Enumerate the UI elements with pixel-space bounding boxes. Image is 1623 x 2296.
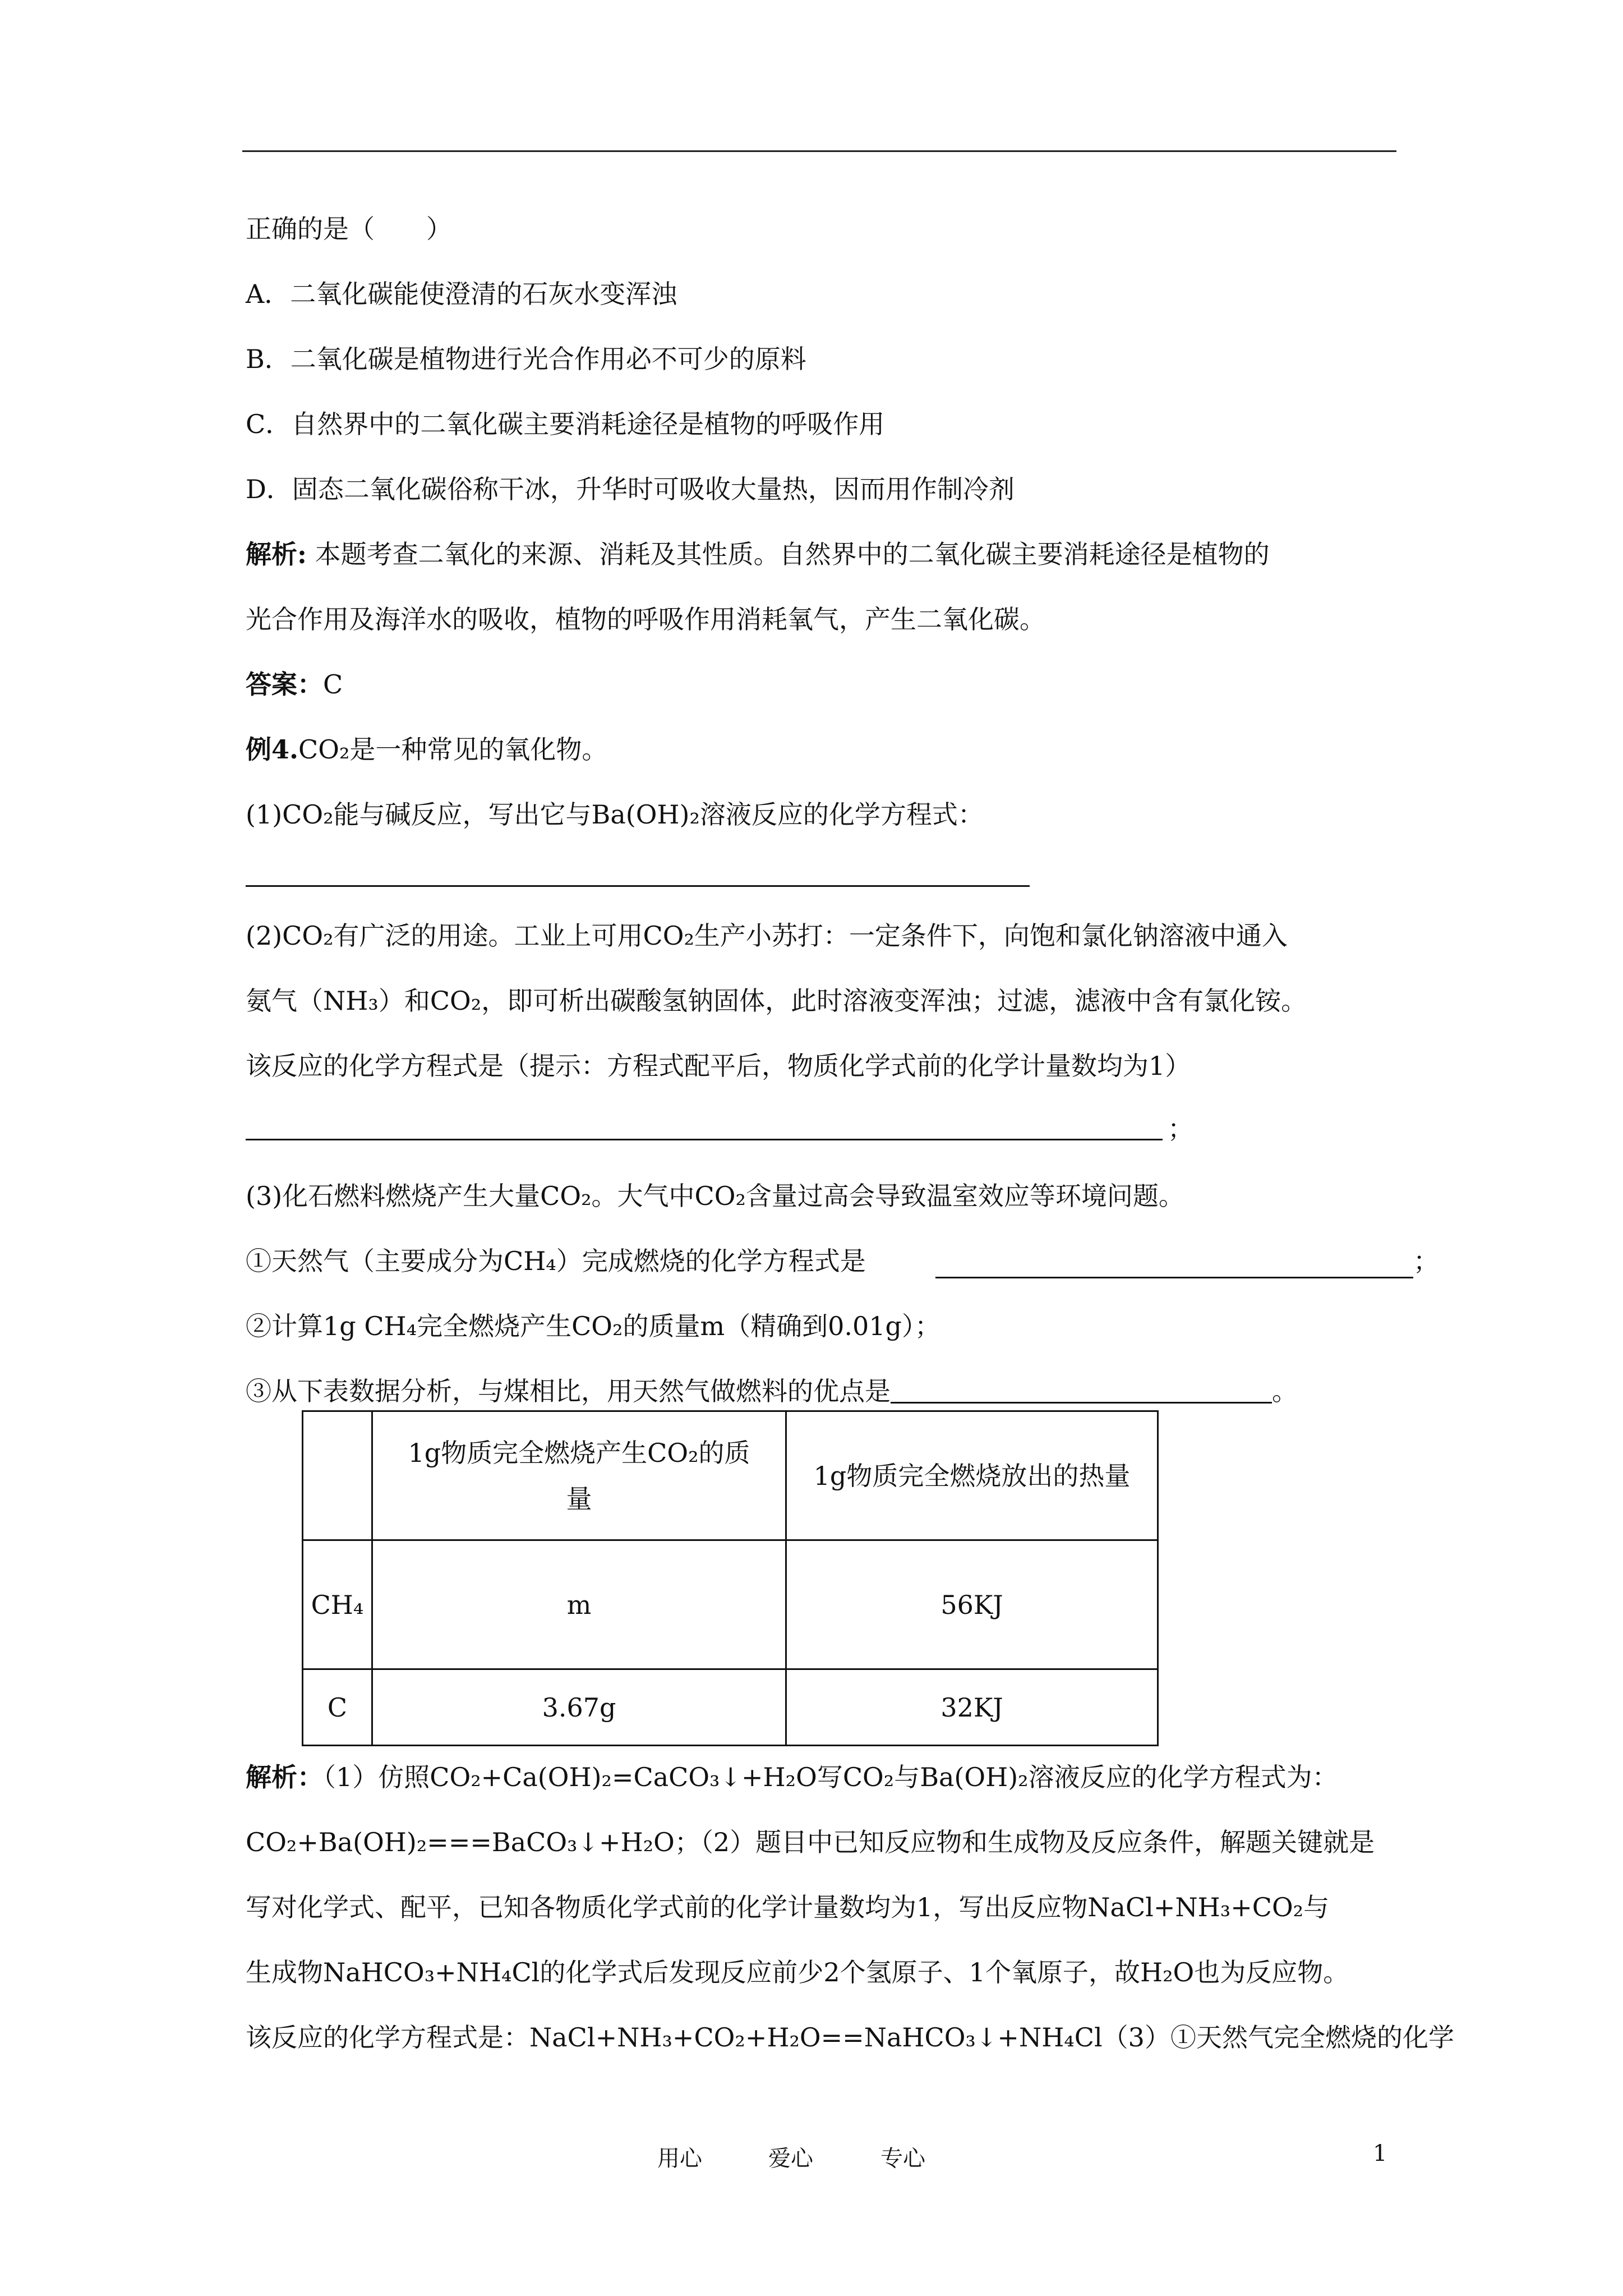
- table-row: [303, 1669, 1158, 1746]
- answer-line: [246, 668, 343, 701]
- formula: NaCl+NH₃+CO₂: [1087, 1892, 1304, 1922]
- example-label: 例4.: [246, 734, 299, 765]
- formula: Ba(OH)₂: [591, 799, 700, 830]
- table-cell: CH₄: [303, 1540, 372, 1669]
- table-cell: 1g物质完全燃烧放出的热量: [786, 1411, 1158, 1540]
- data-table: [302, 1410, 1159, 1746]
- formula: CO₂: [571, 1311, 623, 1341]
- footer-motto-1: 用心: [657, 2146, 702, 2171]
- question-text: ③从下表数据分析，与煤相比，用天然气做燃料的优点是: [246, 1376, 891, 1406]
- footer-motto-2: 爱心: [768, 2146, 813, 2171]
- option-a: A．二氧化碳能使澄清的石灰水变浑浊: [246, 279, 677, 309]
- question-text: 溶液反应的化学方程式：: [699, 799, 984, 830]
- solution-text: 写: [817, 1762, 843, 1792]
- solution-text: 也为反应物。: [1194, 1957, 1349, 1987]
- question-2-line-2: [246, 984, 1307, 1018]
- formula: CO₂: [643, 921, 694, 951]
- solution-text: 与: [1303, 1892, 1330, 1922]
- question-number: (2): [246, 921, 283, 951]
- answer-blank-3[interactable]: [935, 1277, 1413, 1278]
- formula: NH₃: [323, 986, 379, 1016]
- question-text: ①天然气（主要成分为: [246, 1246, 504, 1276]
- question-stem: [246, 212, 452, 246]
- solution-line-5: [246, 2021, 1454, 2054]
- solution-text: （3）①天然气完全燃烧的化学: [1102, 2022, 1454, 2053]
- option-b: B．二氧化碳是植物进行光合作用必不可少的原料: [246, 344, 806, 374]
- page-number: 1: [1373, 2141, 1387, 2166]
- table-cell: 1g物质完全燃烧产生CO₂的质量: [372, 1411, 786, 1540]
- question-text: 氨气（: [246, 986, 323, 1016]
- question-text: 。大气中: [591, 1181, 695, 1211]
- equation: CO₂+Ba(OH)₂===BaCO₃↓+H₂O: [246, 1827, 675, 1857]
- question-3: [246, 1179, 1184, 1213]
- question-text: 能与碱反应，写出它与: [333, 799, 592, 830]
- answer-value: C: [323, 669, 343, 700]
- question-text: ②计算1g: [246, 1311, 356, 1341]
- equation: NaCl+NH₃+CO₂+H₂O==NaHCO₃↓+NH₄Cl: [529, 2022, 1103, 2053]
- question-text: 生产小苏打：一定条件下，向饱和氯化钠溶液中通入: [694, 921, 1288, 951]
- question-3-2: [246, 1309, 940, 1343]
- formula: CO₂: [842, 1762, 895, 1792]
- formula: CO₂: [694, 1181, 746, 1211]
- example-text: 是一种常见的氧化物。: [349, 734, 608, 765]
- semicolon: ；: [1413, 1246, 1439, 1276]
- table-cell: [303, 1411, 372, 1540]
- table-cell: 32KJ: [786, 1669, 1158, 1746]
- analysis-label: 解析:: [246, 539, 307, 569]
- formula: CO₂: [430, 986, 482, 1016]
- question-number: (1): [246, 799, 283, 830]
- question-number: (3): [246, 1181, 283, 1211]
- question-text: 有广泛的用途。工业上可用: [333, 921, 643, 951]
- solution-text: 的化学式后发现反应前少2个氢原子、1个氧原子，故: [540, 1957, 1140, 1987]
- formula: CH₄: [504, 1246, 556, 1276]
- formula: CO₂: [282, 799, 334, 830]
- question-text: 完全燃烧产生: [417, 1311, 572, 1341]
- solution-line-3: [246, 1890, 1329, 1924]
- analysis-line-1: [246, 537, 1270, 571]
- formula: Ba(OH)₂: [920, 1762, 1029, 1792]
- table-cell: 56KJ: [786, 1540, 1158, 1669]
- equation: CO₂+Ca(OH)₂=CaCO₃↓+H₂O: [430, 1762, 817, 1792]
- analysis-text: 本题考查二氧化的来源、消耗及其性质。自然界中的二氧化碳主要消耗途径是植物的: [306, 539, 1270, 569]
- solution-text: 写对化学式、配平，已知各物质化学式前的化学计量数均为1，写出反应物: [246, 1892, 1088, 1922]
- formula: NaHCO₃+NH₄Cl: [323, 1957, 540, 1987]
- solution-text: 生成物: [246, 1957, 323, 1987]
- answer-blank-2[interactable]: [246, 1139, 1163, 1140]
- solution-text: 溶液反应的化学方程式为：: [1028, 1762, 1338, 1792]
- answer-label: 答案：: [246, 669, 323, 700]
- question-1: [246, 798, 984, 831]
- solution-line-4: [246, 1955, 1349, 1989]
- formula: CO₂: [298, 734, 350, 765]
- question-3-1: [246, 1244, 866, 1278]
- question-text: 含量过高会导致温室效应等环境问题。: [745, 1181, 1184, 1211]
- formula: CO₂: [540, 1181, 592, 1211]
- solution-line-2: [246, 1825, 1375, 1859]
- formula: H₂O: [1140, 1957, 1195, 1987]
- option-d: D．固态二氧化碳俗称干冰，升华时可吸收大量热，因而用作制冷剂: [246, 474, 1015, 504]
- table-row: [303, 1540, 1158, 1669]
- answer-blank-1[interactable]: [246, 885, 1030, 887]
- solution-text: 与: [894, 1762, 920, 1792]
- question-text: ）完成燃烧的化学方程式是: [556, 1246, 866, 1276]
- question-2-line-1: [246, 919, 1288, 953]
- table-cell: C: [303, 1669, 372, 1746]
- solution-label: 解析：: [246, 1762, 323, 1792]
- analysis-line-2: 光合作用及海洋水的吸收，植物的呼吸作用消耗氧气，产生二氧化碳。: [246, 604, 1045, 634]
- option-c: C．自然界中的二氧化碳主要消耗途径是植物的呼吸作用: [246, 409, 885, 439]
- solution-text: ；（2）题目中已知反应物和生成物及反应条件，解题关键就是: [674, 1827, 1375, 1857]
- table-cell: 3.67g: [372, 1669, 786, 1746]
- question-3-3: [246, 1374, 1298, 1408]
- footer-motto-3: 专心: [880, 2146, 925, 2171]
- question-2-line-3: 该反应的化学方程式是（提示：方程式配平后，物质化学式前的化学计量数均为1）: [246, 1051, 1191, 1081]
- solution-line-1: [246, 1760, 1338, 1794]
- formula: CO₂: [282, 921, 334, 951]
- table-header-row: [303, 1411, 1158, 1540]
- table-cell: m: [372, 1540, 786, 1669]
- solution-text: 该反应的化学方程式是：: [246, 2022, 529, 2053]
- formula: CH₄: [364, 1311, 417, 1341]
- solution-text: （1）仿照: [323, 1762, 430, 1792]
- question-text: ）和: [378, 986, 430, 1016]
- header-rule: [242, 150, 1396, 152]
- question-text: ，即可析出碳酸氢钠固体，此时溶液变浑浊；过滤，滤液中含有氯化铵。: [481, 986, 1307, 1016]
- answer-blank-4[interactable]: [891, 1376, 1272, 1404]
- question-text: 。: [1272, 1376, 1298, 1406]
- example-4-title: [246, 733, 607, 766]
- question-stem-text: 正确的是（ ）: [246, 214, 452, 244]
- question-text: 的质量m（精确到0.01g）；: [623, 1311, 940, 1341]
- semicolon: ；: [1168, 1114, 1193, 1144]
- question-text: 化石燃料燃烧产生大量: [282, 1181, 541, 1211]
